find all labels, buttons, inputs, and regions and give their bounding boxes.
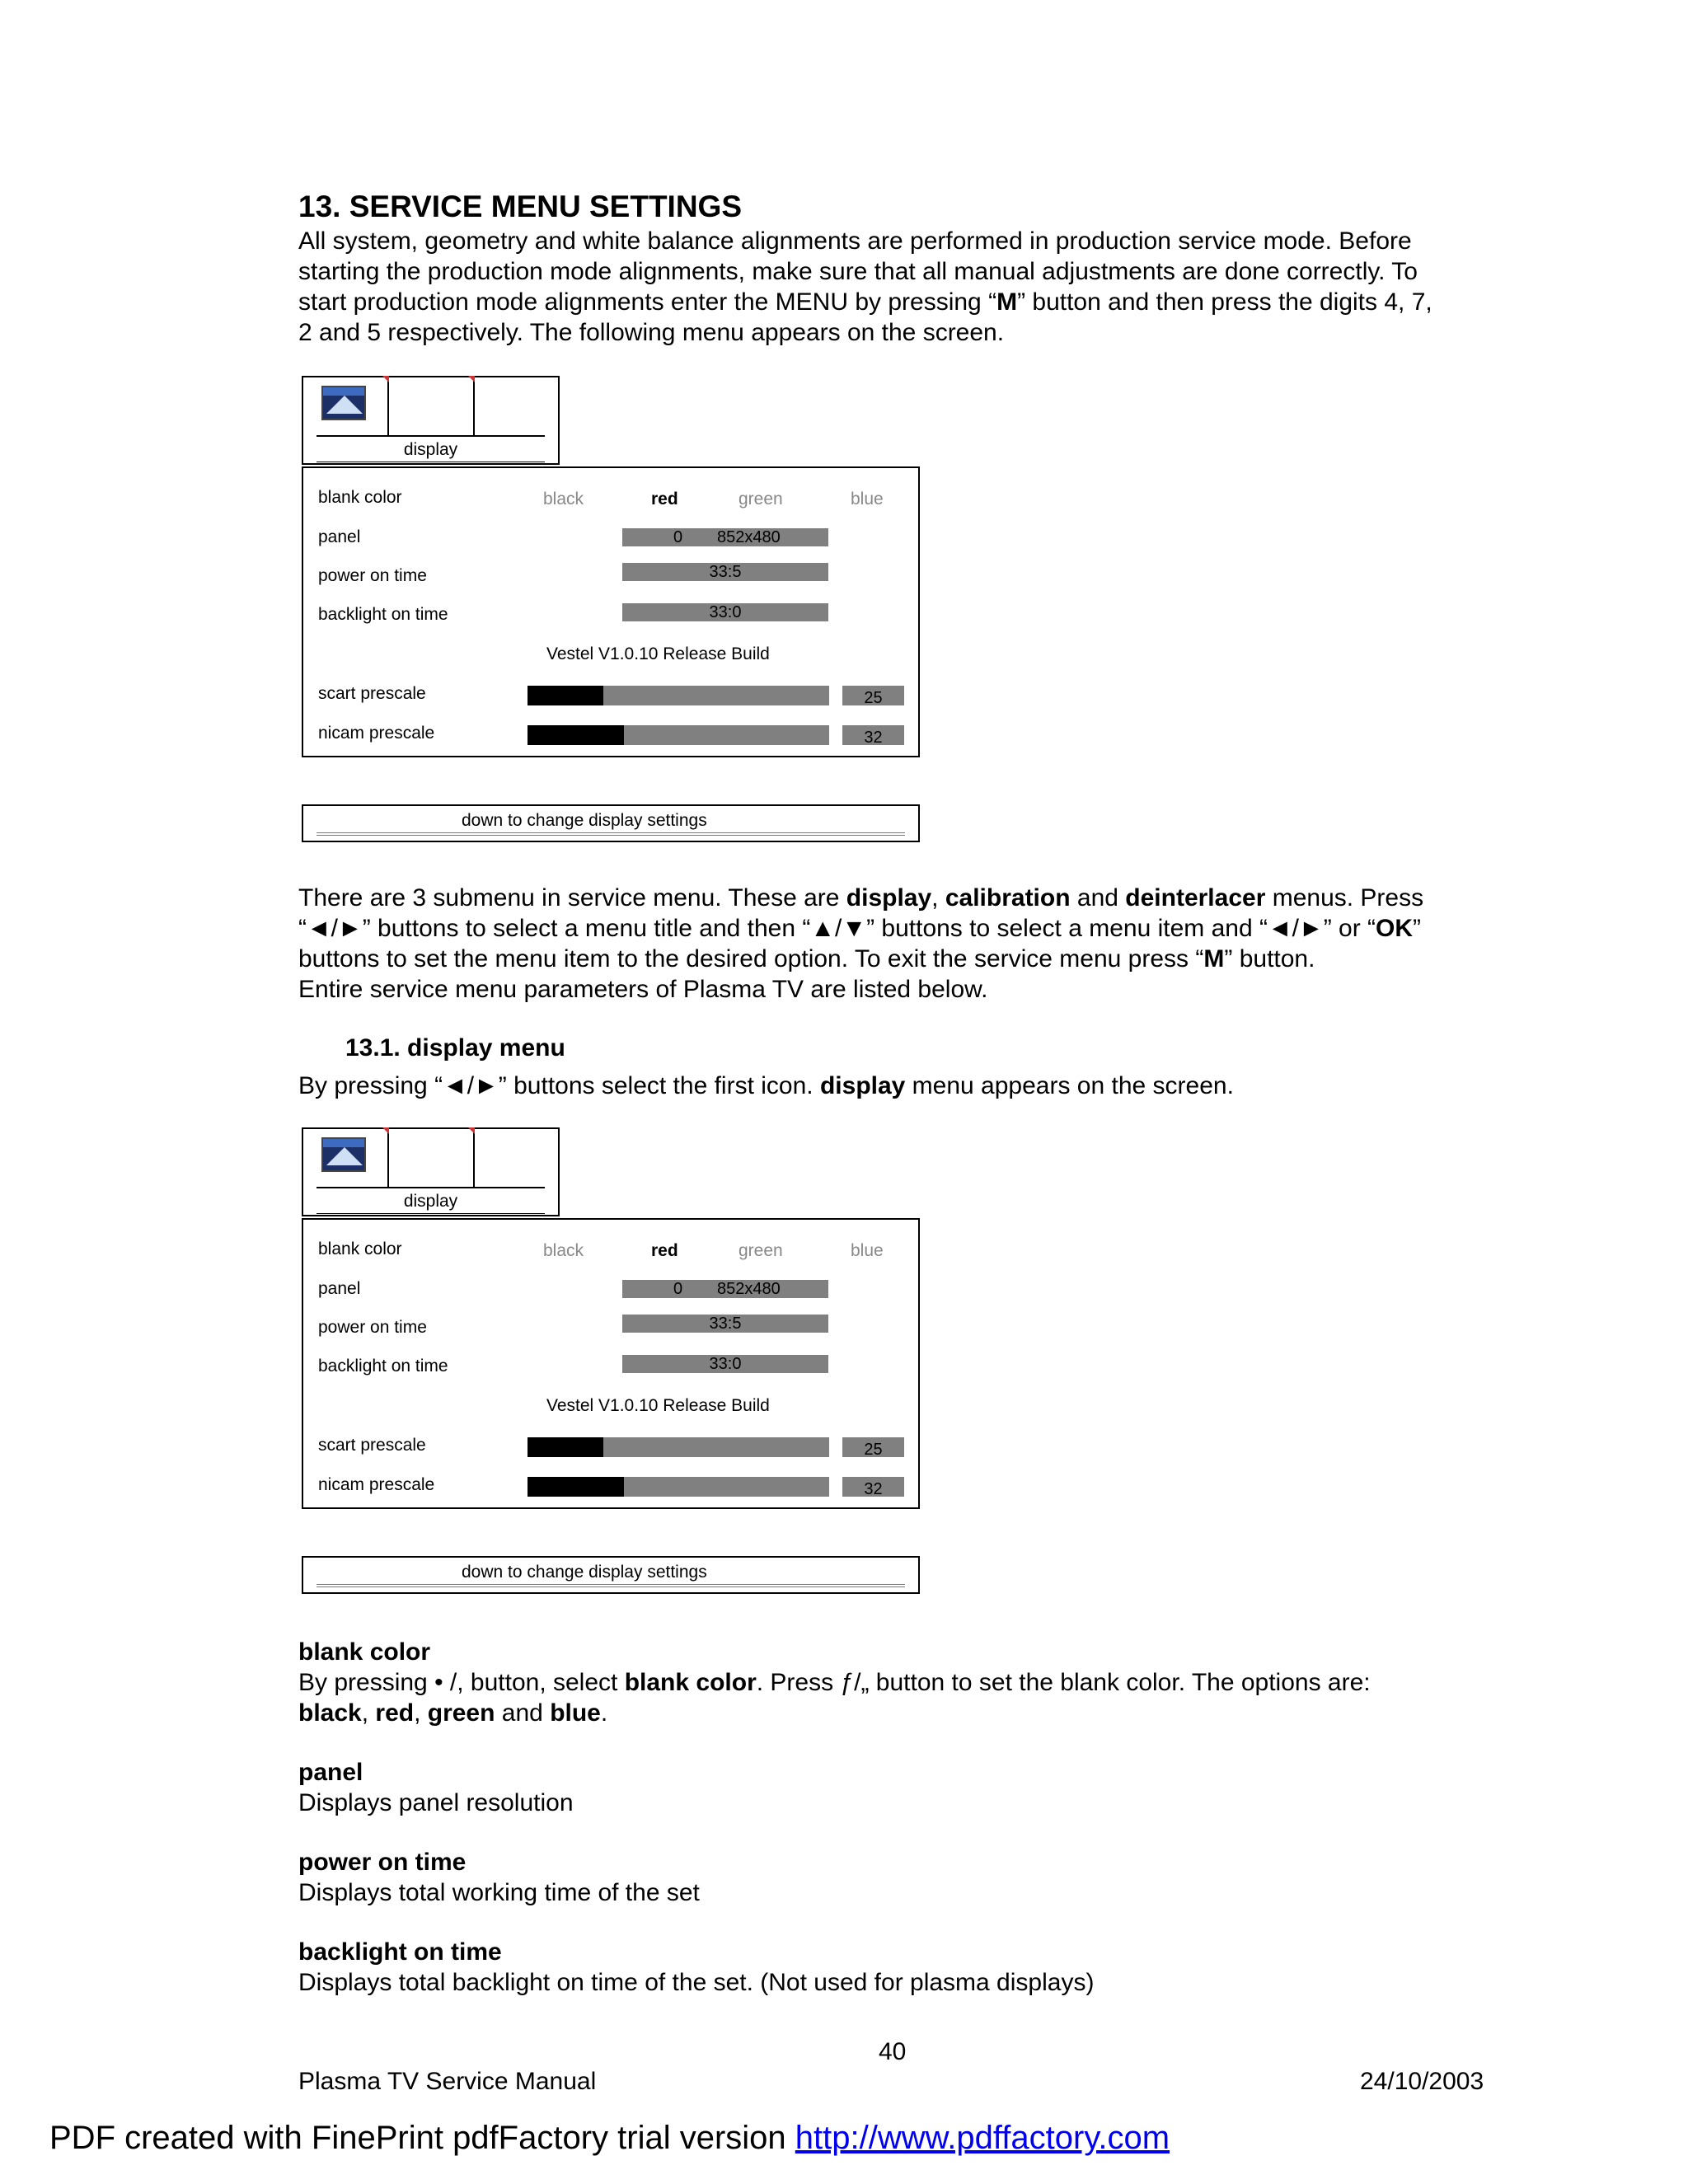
submenu-paragraph (298, 883, 1490, 1005)
power-on-time-label: power on time (318, 566, 427, 585)
mountain-picture-icon (321, 1137, 366, 1172)
tab-marker (468, 1127, 475, 1134)
tab-calibration[interactable] (389, 1129, 475, 1187)
display-menu-intro: By pressing “◄/►” buttons select the first icon. display menu appears on the screen. (298, 1072, 1234, 1099)
blank-color-desc-1: By pressing • /, button, select blank color. Press ƒ/„ button to set the blank color. The options are: (298, 1669, 1371, 1696)
hint-underline (316, 832, 905, 836)
panel-index: 0 (673, 528, 683, 546)
page-number: 40 (879, 2038, 907, 2065)
slider-fill (528, 725, 624, 745)
panel-index: 0 (673, 1280, 683, 1298)
backlight-on-time-section (298, 1937, 1490, 1998)
option-red[interactable]: red (651, 1241, 678, 1260)
nicam-prescale-value: 32 (842, 1477, 904, 1497)
blank-color-label: blank color (318, 1240, 402, 1258)
backlight-on-time-value: 33:0 (622, 603, 828, 621)
section-heading: 13. SERVICE MENU SETTINGS (298, 190, 742, 223)
menu-title: display (316, 1187, 545, 1216)
para2-line-2: “◄/►” buttons to select a menu title and then “▲/▼” buttons to select a menu item and “◄/►” or “OK” (298, 915, 1422, 942)
para2-line-1: There are 3 submenu in service menu. These are display, calibration and deinterlacer menus. Press (298, 884, 1424, 912)
backlight-on-time-value: 33:0 (622, 1355, 828, 1373)
panel-label: panel (318, 527, 361, 546)
menu-hint-box (302, 1556, 920, 1594)
blank-color-section (298, 1637, 1490, 1728)
panel-desc: Displays panel resolution (298, 1789, 574, 1816)
backlight-on-time-label: backlight on time (318, 605, 448, 624)
panel-resolution: 852x480 (717, 528, 781, 546)
menu-hint: down to change display settings (462, 811, 707, 830)
nicam-prescale-value: 32 (842, 725, 904, 745)
power-on-time-section (298, 1847, 1490, 1908)
para2-line-4: Entire service menu parameters of Plasma TV are listed below. (298, 976, 988, 1003)
power-on-time-value: 33:5 (622, 1315, 828, 1333)
tab-marker (382, 1127, 389, 1134)
panel-value-bar (622, 1280, 828, 1298)
slider-fill (528, 686, 603, 705)
menu-hint: down to change display settings (462, 1563, 707, 1582)
subsection-heading: 13.1. display menu (345, 1034, 565, 1062)
option-red[interactable]: red (651, 490, 678, 509)
service-menu-screenshot-2 (302, 1127, 920, 1509)
backlight-on-time-title: backlight on time (298, 1938, 502, 1966)
nicam-prescale-label: nicam prescale (318, 1475, 435, 1494)
menu-tab-bar (302, 1127, 560, 1216)
hint-underline (316, 1584, 905, 1587)
scart-prescale-label: scart prescale (318, 684, 426, 703)
option-black[interactable]: black (543, 490, 584, 509)
scart-prescale-label: scart prescale (318, 1436, 426, 1455)
scart-prescale-slider[interactable] (528, 686, 829, 705)
slider-fill (528, 1477, 624, 1497)
backlight-on-time-desc: Displays total backlight on time of the set. (Not used for plasma displays) (298, 1969, 1095, 1996)
tab-deinterlacer[interactable] (475, 1129, 560, 1187)
panel-label: panel (318, 1279, 361, 1298)
nicam-prescale-slider[interactable] (528, 1477, 829, 1497)
panel-section (298, 1757, 1490, 1818)
tab-deinterlacer[interactable] (475, 377, 560, 435)
blank-color-desc-2: black, red, green and blue. (298, 1699, 608, 1727)
power-on-time-title: power on time (298, 1849, 467, 1876)
menu-body (302, 1218, 920, 1509)
scart-prescale-value: 25 (842, 686, 904, 705)
menu-hint-box (302, 804, 920, 842)
intro-line-4: 2 and 5 respectively. The following menu appears on the screen. (298, 319, 1005, 346)
tab-marker (382, 376, 389, 382)
backlight-on-time-label: backlight on time (318, 1357, 448, 1376)
tab-calibration[interactable] (389, 377, 475, 435)
tab-display[interactable] (303, 1129, 389, 1187)
power-on-time-desc: Displays total working time of the set (298, 1879, 700, 1906)
option-black[interactable]: black (543, 1241, 584, 1260)
service-menu-screenshot-1 (302, 376, 920, 757)
footer-date: 24/10/2003 (1360, 2068, 1484, 2095)
blank-color-label: blank color (318, 488, 402, 507)
intro-line-3: start production mode alignments enter the MENU by pressing “M” button and then press the digits 4, 7, (298, 288, 1432, 316)
blank-color-title: blank color (298, 1638, 431, 1666)
option-blue[interactable]: blue (851, 1241, 884, 1260)
panel-title: panel (298, 1759, 363, 1786)
nicam-prescale-slider[interactable] (528, 725, 829, 745)
mountain-picture-icon (321, 386, 366, 420)
tab-display[interactable] (303, 377, 389, 435)
tab-marker (468, 376, 475, 382)
power-on-time-value: 33:5 (622, 563, 828, 581)
firmware-version: Vestel V1.0.10 Release Build (546, 644, 770, 663)
option-blue[interactable]: blue (851, 490, 884, 509)
intro-line-2: starting the production mode alignments, make sure that all manual adjustments are done correctly. To (298, 258, 1418, 285)
footer-title: Plasma TV Service Manual (298, 2068, 597, 2095)
scart-prescale-value: 25 (842, 1437, 904, 1457)
intro-line-1: All system, geometry and white balance alignments are performed in production service mode. Before (298, 227, 1412, 255)
scart-prescale-slider[interactable] (528, 1437, 829, 1457)
menu-body (302, 466, 920, 757)
menu-title: display (316, 435, 545, 465)
option-green[interactable]: green (738, 1241, 783, 1260)
slider-fill (528, 1437, 603, 1457)
menu-tab-bar (302, 376, 560, 465)
pdffactory-link[interactable]: http://www.pdffactory.com (795, 2120, 1170, 2156)
para2-line-3: buttons to set the menu item to the desired option. To exit the service menu press “M” button. (298, 945, 1315, 972)
panel-value-bar (622, 528, 828, 546)
banner-text: PDF created with FinePrint pdfFactory trial version (49, 2120, 795, 2156)
panel-resolution: 852x480 (717, 1280, 781, 1298)
intro-paragraph (298, 226, 1490, 348)
pdf-factory-banner (49, 2119, 1170, 2157)
firmware-version: Vestel V1.0.10 Release Build (546, 1396, 770, 1415)
option-green[interactable]: green (738, 490, 783, 509)
nicam-prescale-label: nicam prescale (318, 724, 435, 743)
power-on-time-label: power on time (318, 1318, 427, 1337)
